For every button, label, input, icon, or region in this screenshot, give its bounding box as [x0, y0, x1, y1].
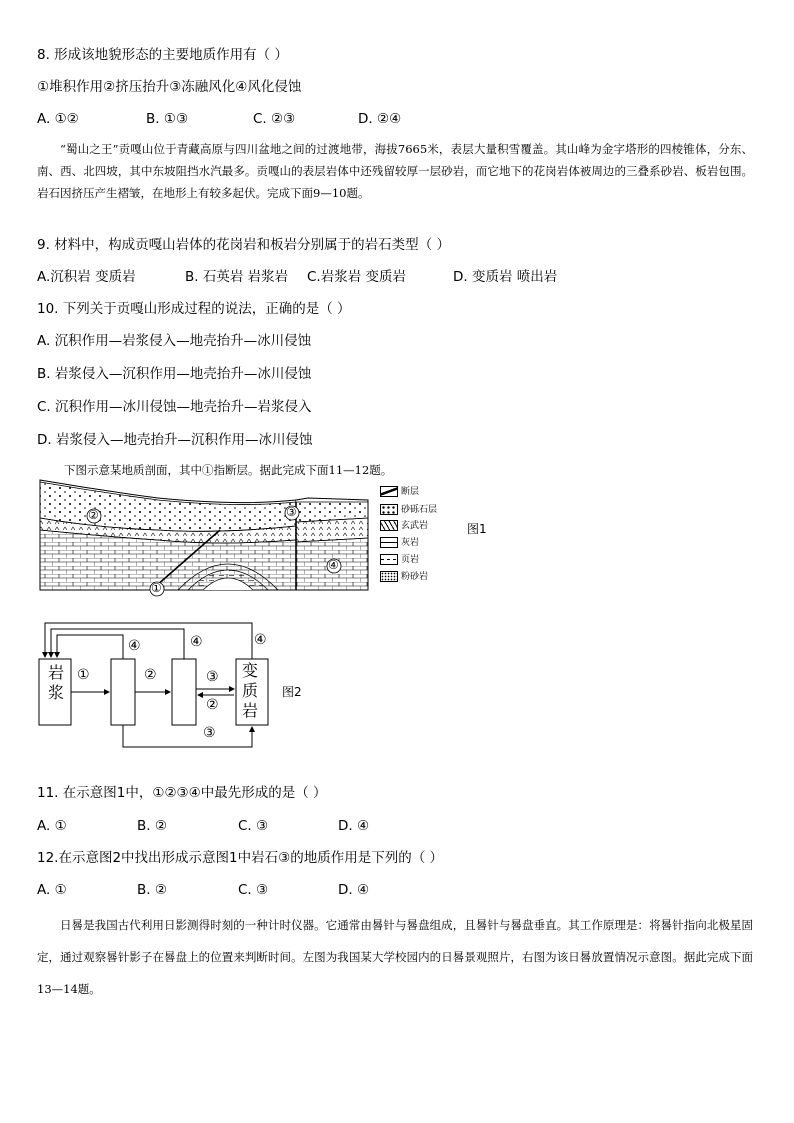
- legend-fault-label: 断层: [401, 487, 420, 497]
- figure-intro: 下图示意某地质剖面，其中①指断层。据此完成下面11—12题。: [64, 463, 393, 477]
- passage-gongga: “蜀山之王”贡嘎山位于青藏高原与四川盆地之间的过渡地带，海拔7665米，表层大量积雪覆盖。其山峰为金字塔形的四棱锥体，分东、南、西、北四坡，其中东坡阻挡水汽最多。贡嘎山的表层岩体中还残留较厚一层砂岩，而它地下的花岗岩体被周边的三叠系砂岩、板岩包围。岩石因挤压产生褶皱，在地形上有较多起伏。完成下面9—10题。: [37, 142, 753, 200]
- q11-option-c: C. ③: [238, 818, 269, 834]
- q8-option-b: B. ①③: [146, 111, 189, 127]
- q12-stem: 12.在示意图2中找出形成示意图1中岩石③的地质作用是下列的（ ）: [37, 850, 444, 866]
- legend-shale-label: 页岩: [401, 555, 420, 565]
- q8-choices: ①堆积作用②挤压抬升③冻融风化④风化侵蚀: [37, 79, 302, 95]
- legend-limestone-label: 灰岩: [401, 538, 420, 548]
- q12-option-d: D. ④: [338, 882, 370, 898]
- q11-option-d: D. ④: [338, 818, 370, 834]
- q10-option-c: C. 沉积作用—冰川侵蚀—地壳抬升—岩浆侵入: [37, 399, 312, 415]
- legend-gravel: [380, 504, 437, 516]
- fig1-marker-2: ②: [88, 508, 99, 522]
- magma-box-label: 岩浆: [47, 663, 64, 702]
- legend-siltstone-label: 粉砂岩: [401, 572, 429, 582]
- fig2-arrow-3-upper: ③: [206, 669, 219, 685]
- legend-limestone-swatch: [380, 537, 398, 548]
- legend-shale-swatch: [380, 554, 398, 565]
- q8-option-d: D. ②④: [358, 111, 402, 127]
- q9-stem: 9. 材料中，构成贡嘎山岩体的花岗岩和板岩分别属于的岩石类型（ ）: [37, 237, 450, 253]
- fig2-arrow-1: ①: [77, 667, 90, 683]
- q8-option-c: C. ②③: [253, 111, 296, 127]
- fig2-arrow-4-b: ④: [190, 634, 203, 650]
- legend-shale: [380, 554, 419, 566]
- q12-option-b: B. ②: [137, 882, 167, 898]
- q11-option-b: B. ②: [137, 818, 167, 834]
- q9-option-d: D. 变质岩 喷出岩: [453, 269, 558, 285]
- legend-basalt-label: 玄武岩: [401, 521, 429, 531]
- metamorphic-box-label: 变质岩: [241, 661, 258, 720]
- fig2-arrow-2-lower: ②: [206, 697, 219, 713]
- legend-limestone: [380, 537, 419, 549]
- fig2-arrow-4-a: ④: [128, 638, 141, 654]
- legend-basalt: [380, 520, 428, 532]
- q9-option-b: B. 石英岩 岩浆岩: [185, 269, 289, 285]
- figure2-label: 图2: [282, 685, 302, 699]
- q11-option-a: A. ①: [37, 818, 67, 834]
- q10-stem: 10. 下列关于贡嘎山形成过程的说法，正确的是（ ）: [37, 301, 351, 317]
- fig1-marker-1: ①: [151, 581, 162, 595]
- geologic-section-figure: [38, 478, 378, 598]
- q10-option-b: B. 岩浆侵入—沉积作用—地壳抬升—冰川侵蚀: [37, 366, 312, 382]
- q10-option-d: D. 岩浆侵入—地壳抬升—沉积作用—冰川侵蚀: [37, 432, 313, 448]
- legend-basalt-swatch: [380, 520, 398, 531]
- passage-sundial: 日晷是我国古代利用日影测得时刻的一种计时仪器。它通常由晷针与晷盘组成，且晷针与晷盘垂直。其工作原理是：将晷针指向北极星固定，通过观察晷针影子在晷盘上的位置来判断时间。左图为我国某大学校园内的日晷景观照片，右图为该日晷放置情况示意图。据此完成下面13—14题。: [37, 918, 753, 996]
- q12-option-c: C. ③: [238, 882, 269, 898]
- legend-gravel-label: 砂砾石层: [401, 505, 438, 515]
- q11-stem: 11. 在示意图1中，①②③④中最先形成的是（ ）: [37, 785, 327, 801]
- fig2-arrow-2: ②: [144, 667, 157, 683]
- legend-fault-swatch: [380, 486, 398, 497]
- fig1-marker-3: ③: [286, 505, 297, 519]
- q12-option-a: A. ①: [37, 882, 67, 898]
- fig2-arrow-3-bottom: ③: [203, 725, 216, 741]
- q8-stem: 8. 形成该地貌形态的主要地质作用有（ ）: [37, 47, 288, 63]
- q9-option-c: C.岩浆岩 变质岩: [307, 269, 407, 285]
- legend-siltstone-swatch: [380, 571, 398, 582]
- q9-option-a: A.沉积岩 变质岩: [37, 269, 136, 285]
- fig1-marker-4: ④: [328, 558, 339, 572]
- q8-option-a: A. ①②: [37, 111, 79, 127]
- legend-fault: [380, 486, 419, 498]
- q10-option-a: A. 沉积作用—岩浆侵入—地壳抬升—冰川侵蚀: [37, 333, 312, 349]
- fig2-arrow-4-c: ④: [254, 632, 267, 648]
- legend-siltstone: [380, 571, 428, 583]
- legend-gravel-swatch: [380, 504, 398, 515]
- figure1-label: 图1: [467, 522, 487, 536]
